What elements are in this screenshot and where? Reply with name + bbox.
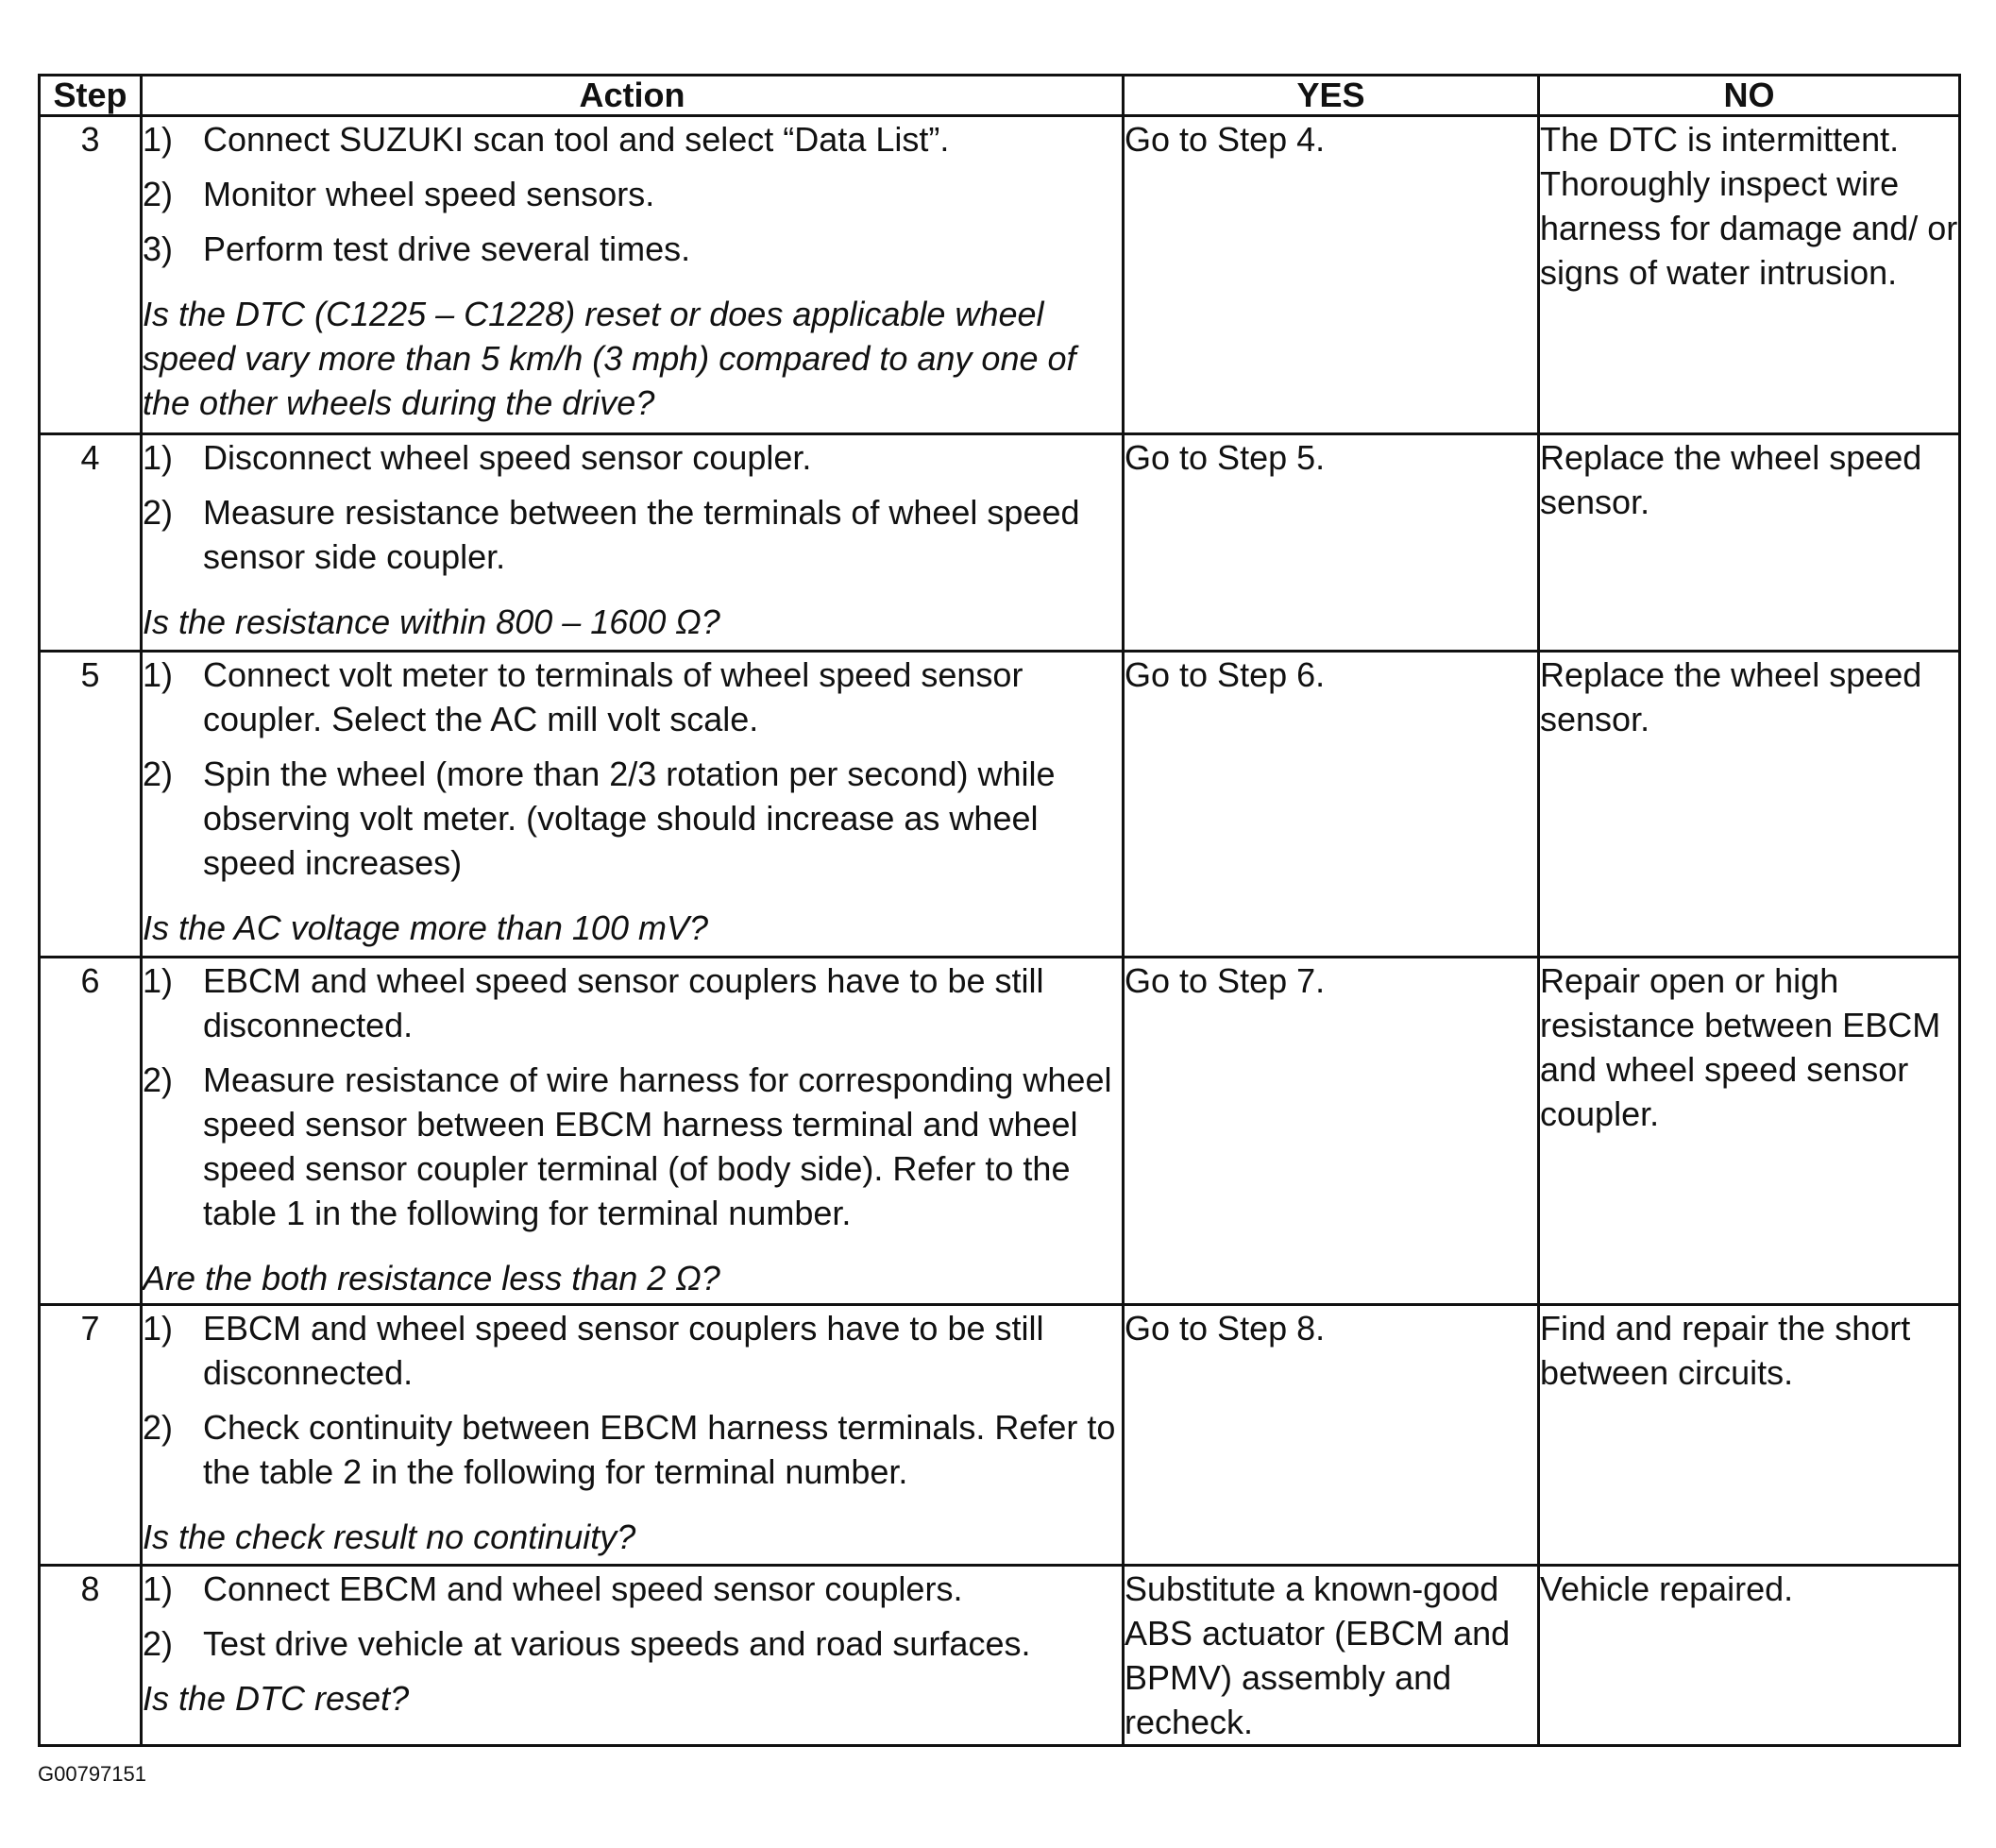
table-row	[40, 116, 1960, 434]
table-row	[40, 958, 1960, 1305]
step-number: 5	[40, 652, 142, 958]
step-number: 3	[40, 116, 142, 434]
item-text: EBCM and wheel speed sensor couplers have to be still disconnected.	[203, 1309, 1044, 1392]
action-question: Is the check result no continuity?	[143, 1517, 636, 1556]
header-action: Action	[142, 76, 1124, 116]
figure-code: G00797151	[38, 1762, 146, 1786]
header-step: Step	[40, 76, 142, 116]
item-number: 3)	[143, 229, 174, 268]
no-cell: Find and repair the short between circuits.	[1539, 1305, 1960, 1566]
action-cell	[142, 1305, 1124, 1566]
step-number: 6	[40, 958, 142, 1305]
action-question: Are the both resistance less than 2 Ω?	[143, 1259, 720, 1297]
no-cell: Vehicle repaired.	[1539, 1566, 1960, 1746]
no-cell: Repair open or high resistance between EBCM and wheel speed sensor coupler.	[1539, 958, 1960, 1305]
item-text: Measure resistance between the terminals of wheel speed sensor side coupler.	[203, 493, 1080, 576]
item-number: 2)	[143, 1624, 174, 1663]
table-row	[40, 1305, 1960, 1566]
action-question: Is the AC voltage more than 100 mV?	[143, 908, 708, 947]
item-text: Monitor wheel speed sensors.	[203, 175, 655, 213]
action-item	[143, 1058, 1122, 1235]
item-text: Spin the wheel (more than 2/3 rotation per second) while observing volt meter. (voltage should increase as wheel speed increases)	[203, 754, 1056, 882]
action-item	[143, 490, 1122, 579]
action-cell	[142, 434, 1124, 652]
action-item	[143, 172, 1122, 216]
action-item	[143, 1567, 1122, 1611]
action-item	[143, 117, 1122, 161]
item-text: EBCM and wheel speed sensor couplers have to be still disconnected.	[203, 961, 1044, 1044]
table-row	[40, 1566, 1960, 1746]
item-number: 2)	[143, 175, 174, 213]
item-number: 1)	[143, 655, 174, 694]
item-number: 1)	[143, 120, 174, 159]
action-item	[143, 958, 1122, 1047]
yes-cell: Go to Step 7.	[1124, 958, 1539, 1305]
action-item	[143, 653, 1122, 741]
diagnostic-table-container	[38, 74, 1958, 1747]
yes-cell: Go to Step 6.	[1124, 652, 1539, 958]
item-text: Connect volt meter to terminals of wheel speed sensor coupler. Select the AC mill volt scale.	[203, 655, 1023, 738]
no-cell: The DTC is intermittent. Thoroughly inspect wire harness for damage and/ or signs of water intrusion.	[1539, 116, 1960, 434]
action-item	[143, 227, 1122, 271]
action-question: Is the DTC reset?	[143, 1679, 410, 1718]
action-question: Is the resistance within 800 – 1600 Ω?	[143, 602, 720, 641]
action-cell	[142, 116, 1124, 434]
item-number: 1)	[143, 1309, 174, 1348]
header-no: NO	[1539, 76, 1960, 116]
step-number: 7	[40, 1305, 142, 1566]
step-number: 4	[40, 434, 142, 652]
action-item	[143, 1621, 1122, 1666]
item-text: Connect SUZUKI scan tool and select “Data List”.	[203, 120, 950, 159]
item-number: 2)	[143, 493, 174, 532]
item-text: Check continuity between EBCM harness terminals. Refer to the table 2 in the following for terminal number.	[203, 1408, 1116, 1491]
action-item	[143, 435, 1122, 480]
item-number: 2)	[143, 1408, 174, 1447]
action-cell	[142, 1566, 1124, 1746]
yes-cell: Go to Step 8.	[1124, 1305, 1539, 1566]
step-number: 8	[40, 1566, 142, 1746]
action-cell	[142, 652, 1124, 958]
item-number: 2)	[143, 1060, 174, 1099]
action-item	[143, 1306, 1122, 1395]
item-number: 1)	[143, 961, 174, 1000]
table-header-row	[40, 76, 1960, 116]
item-text: Measure resistance of wire harness for corresponding wheel speed sensor between EBCM harness terminal and wheel speed sensor coupler terminal (of body side). Refer to the table 1 in the following for terminal number.	[203, 1060, 1112, 1232]
no-cell: Replace the wheel speed sensor.	[1539, 652, 1960, 958]
action-item	[143, 752, 1122, 885]
table-row	[40, 434, 1960, 652]
item-number: 2)	[143, 754, 174, 793]
item-number: 1)	[143, 438, 174, 477]
yes-cell: Substitute a known-good ABS actuator (EBCM and BPMV) assembly and recheck.	[1124, 1566, 1539, 1746]
item-text: Disconnect wheel speed sensor coupler.	[203, 438, 812, 477]
table-row	[40, 652, 1960, 958]
yes-cell: Go to Step 5.	[1124, 434, 1539, 652]
item-text: Connect EBCM and wheel speed sensor couplers.	[203, 1569, 963, 1608]
no-cell: Replace the wheel speed sensor.	[1539, 434, 1960, 652]
header-yes: YES	[1124, 76, 1539, 116]
item-text: Perform test drive several times.	[203, 229, 691, 268]
item-number: 1)	[143, 1569, 174, 1608]
action-question: Is the DTC (C1225 – C1228) reset or does applicable wheel speed vary more than 5 km/h (3 mph) compared to any one of the other wheels during the drive?	[143, 295, 1076, 422]
action-cell	[142, 958, 1124, 1305]
yes-cell: Go to Step 4.	[1124, 116, 1539, 434]
item-text: Test drive vehicle at various speeds and road surfaces.	[203, 1624, 1031, 1663]
diagnostic-table	[38, 74, 1961, 1747]
action-item	[143, 1405, 1122, 1494]
